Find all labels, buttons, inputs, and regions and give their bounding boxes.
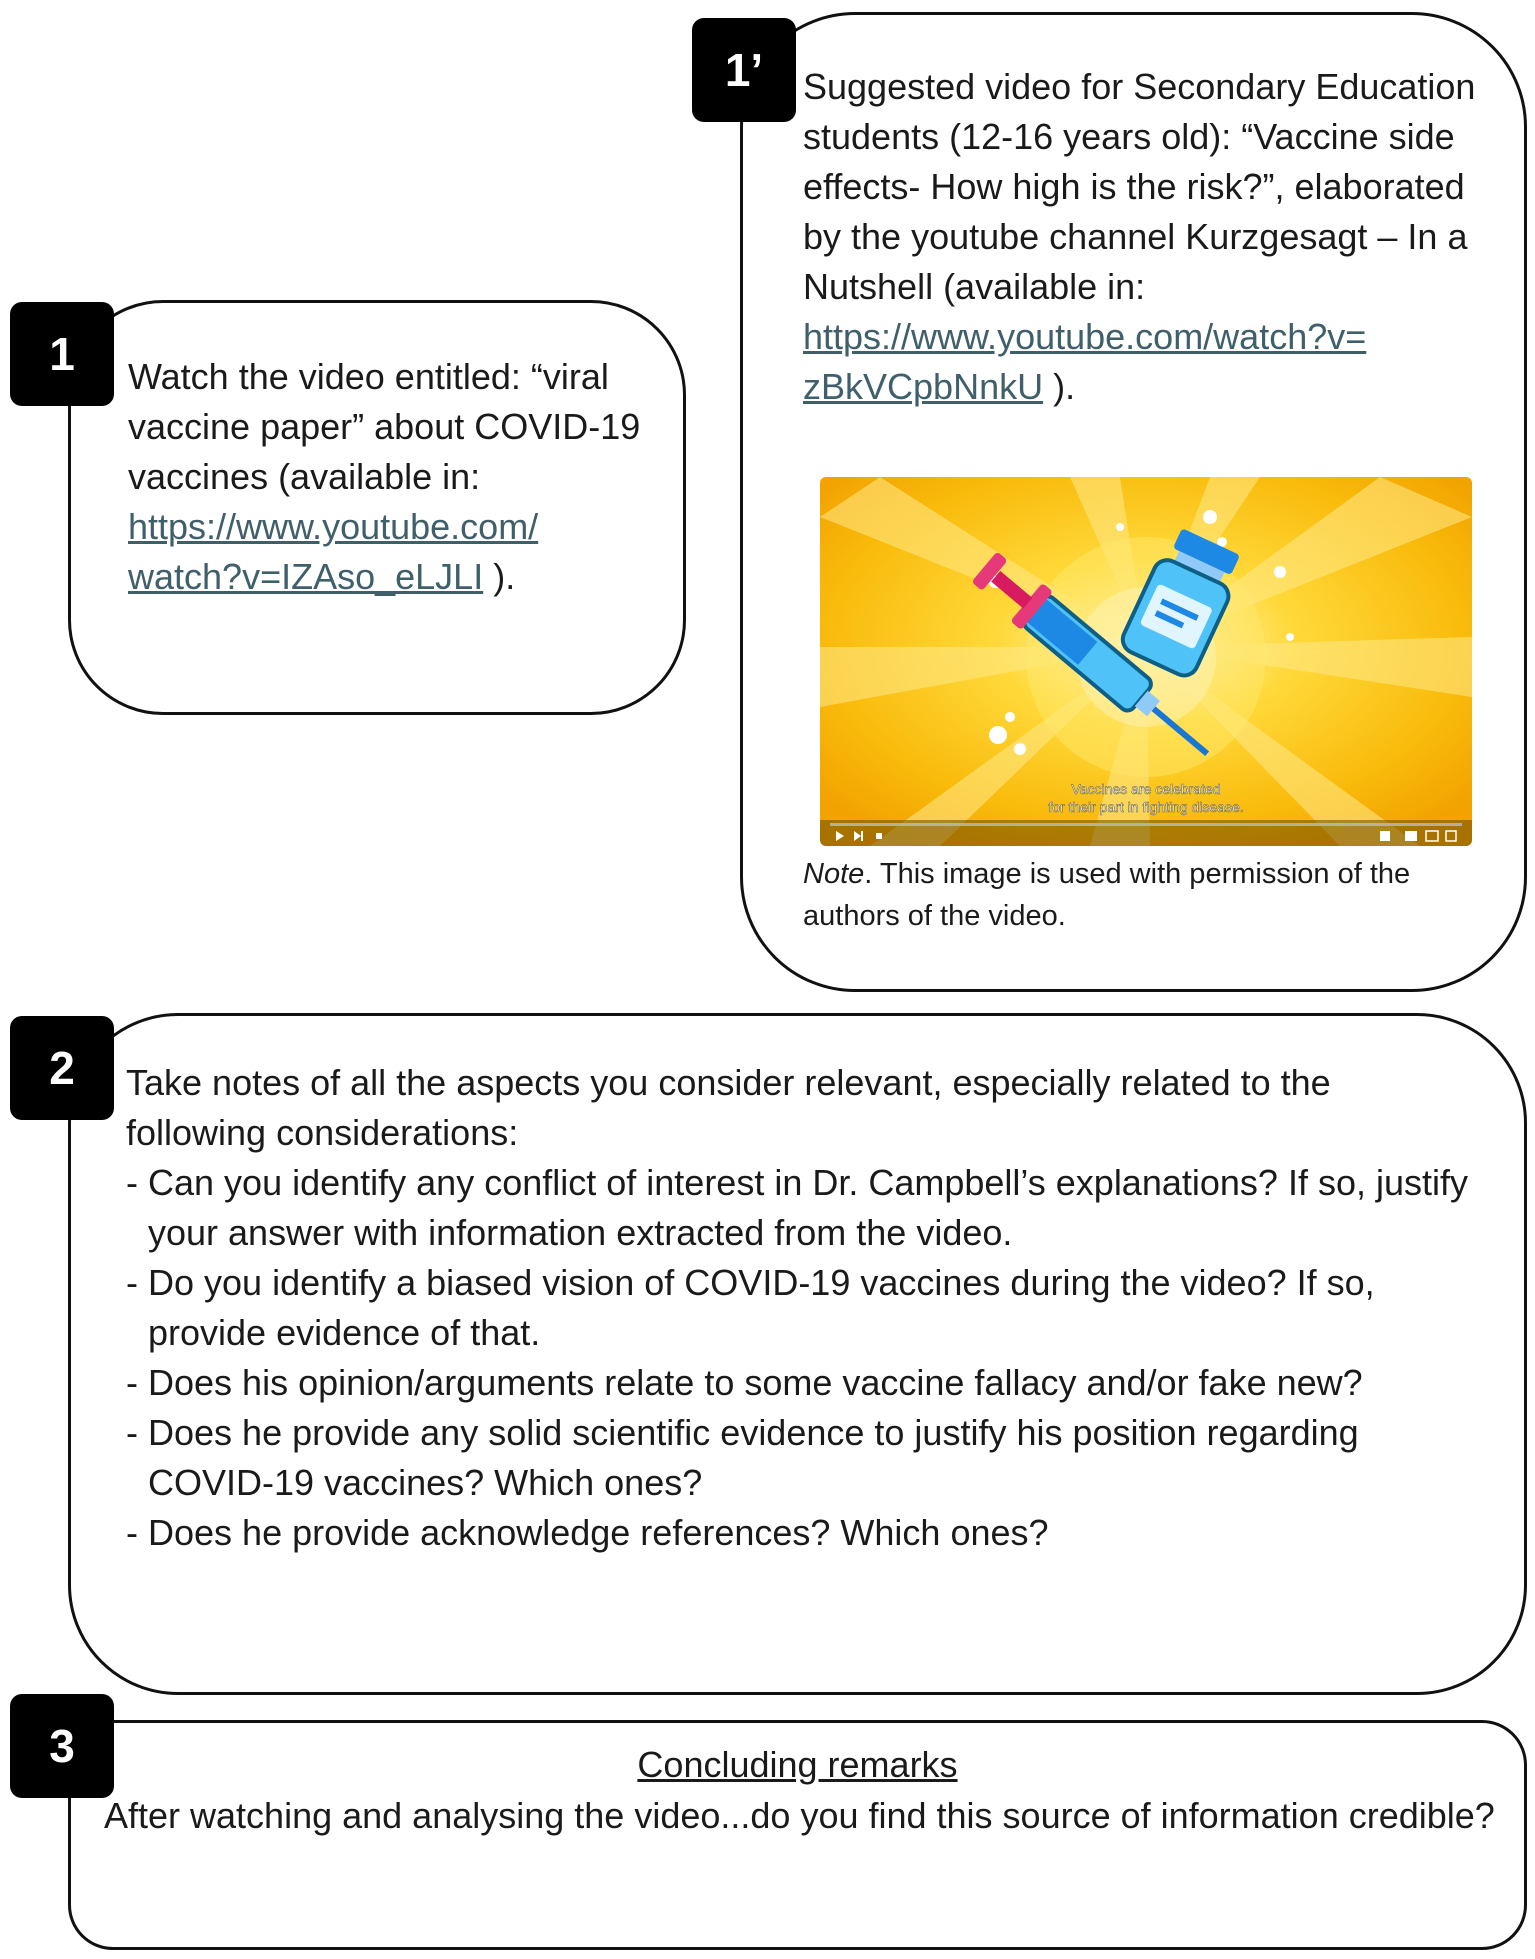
step2-badge: 2: [10, 1016, 114, 1120]
step1-alt-link-line2: [803, 362, 1483, 412]
step3-badge: 3: [10, 1694, 114, 1798]
step1-video-link-part1[interactable]: https://www.youtube.com/: [128, 506, 539, 547]
video-note: [803, 853, 1483, 937]
bullet-dash: -: [126, 1262, 138, 1303]
step1-alt-closing: ).: [1043, 366, 1076, 407]
bullet-dash: -: [126, 1162, 138, 1203]
step1-alt-badge: 1’: [692, 18, 796, 122]
volume-icon[interactable]: [876, 833, 882, 839]
video-caption-line1: Vaccines are celebrated: [1071, 781, 1221, 797]
settings-icon[interactable]: [1380, 831, 1390, 841]
list-item: [126, 1358, 1471, 1408]
step1-alt-text: [803, 62, 1483, 412]
step2-intro: Take notes of all the aspects you consider relevant, especially related to the following considerations:: [126, 1062, 1331, 1153]
step2-considerations-list: [126, 1158, 1471, 1558]
step1-link-line2: [128, 552, 648, 602]
list-item-text: Do you identify a biased vision of COVID-19 vaccines during the video? If so, provide evidence of that.: [148, 1262, 1375, 1353]
list-item: [126, 1408, 1471, 1508]
list-item: [126, 1258, 1471, 1358]
concluding-remarks-title: Concluding remarks: [637, 1744, 958, 1785]
list-item-text: Can you identify any conflict of interest in Dr. Campbell’s explanations? If so, justify your answer with information extracted from the video.: [148, 1162, 1468, 1253]
step3-title: [68, 1740, 1527, 1790]
video-caption-line2: for their part in fighting disease.: [1048, 799, 1244, 815]
miniplayer-icon[interactable]: [1405, 831, 1417, 841]
list-item-text: Does he provide any solid scientific evidence to justify his position regarding COVID-19 vaccines? Which ones?: [148, 1412, 1359, 1503]
bullet-dash: -: [126, 1412, 138, 1453]
bullet-dash: -: [126, 1512, 138, 1553]
step1-closing: ).: [483, 556, 516, 597]
step1-instruction: Watch the video entitled: “viral vaccine paper” about COVID-19 vaccines (available in:: [128, 356, 641, 497]
step3-text: [104, 1791, 1504, 1841]
step1-alt-instruction: Suggested video for Secondary Education students (12-16 years old): “Vaccine side effects- How high is the risk?”, elaborated by the youtube channel Kurzgesagt – In a Nutshell (available in:: [803, 66, 1476, 307]
step2-text: [126, 1058, 1471, 1558]
list-item: [126, 1158, 1471, 1258]
step1-link-line: [128, 502, 648, 552]
bullet-dash: -: [126, 1362, 138, 1403]
step1-alt-link-line: [803, 312, 1483, 362]
step1-alt-video-link-part1[interactable]: https://www.youtube.com/watch?v=: [803, 316, 1367, 357]
video-thumbnail[interactable]: [820, 477, 1472, 846]
step1-badge: 1: [10, 302, 114, 406]
list-item-text: Does his opinion/arguments relate to some vaccine fallacy and/or fake new?: [148, 1362, 1363, 1403]
step3-question: After watching and analysing the video...do you find this source of information credible?: [104, 1795, 1495, 1836]
list-item: [126, 1508, 1471, 1558]
step1-alt-video-link-part2[interactable]: zBkVCpbNnkU: [803, 366, 1044, 407]
note-label: Note: [803, 858, 865, 890]
note-text: . This image is used with permission of the authors of the video.: [803, 858, 1411, 932]
step1-video-link-part2[interactable]: watch?v=IZAso_eLJLI: [128, 556, 484, 597]
vaccine-illustration: [820, 477, 1472, 846]
list-item-text: Does he provide acknowledge references? Which ones?: [148, 1512, 1049, 1553]
video-note-paragraph: [803, 853, 1483, 937]
step1-text: [128, 352, 648, 602]
